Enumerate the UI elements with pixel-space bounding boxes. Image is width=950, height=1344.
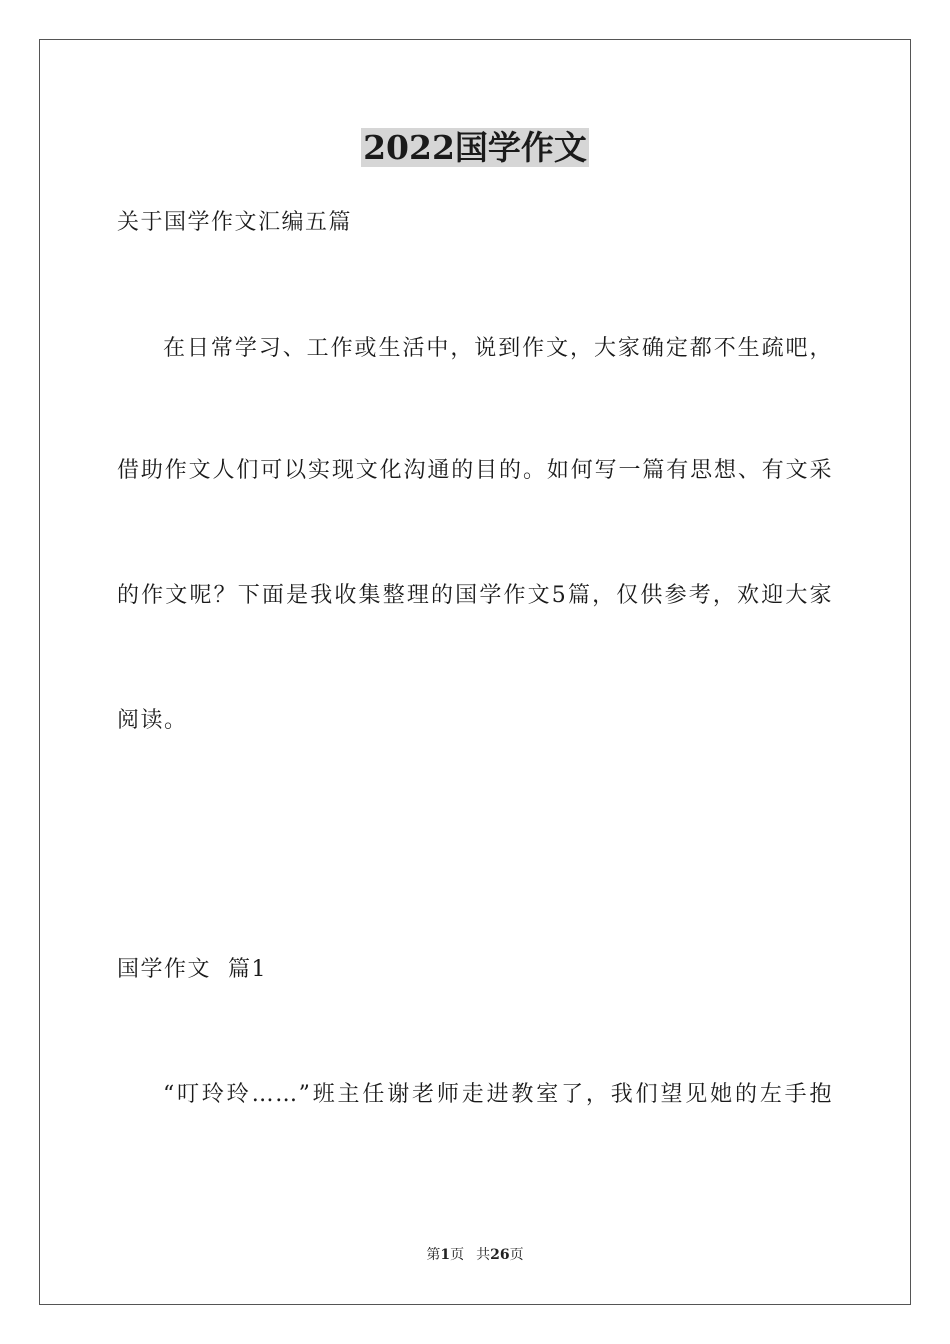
intro-line-3: 的作文呢？下面是我收集整理的国学作文5篇，仅供参考，欢迎大家 — [117, 583, 833, 608]
footer-total-prefix: 共 — [476, 1247, 491, 1263]
document-title-text: 2022国学作文 — [363, 128, 587, 167]
footer-total-pages: 26 — [490, 1247, 510, 1263]
footer-page-suffix: 页 — [450, 1247, 465, 1263]
page-footer — [0, 1245, 950, 1265]
document-title — [0, 126, 950, 170]
footer-page-prefix: 第 — [426, 1247, 441, 1263]
document-subtitle: 关于国学作文汇编五篇 — [117, 210, 353, 235]
section-first-line: “叮玲玲……”班主任谢老师走进教室了，我们望见她的左手抱 — [163, 1082, 833, 1107]
footer-page-number: 1 — [440, 1247, 451, 1263]
footer-total-suffix: 页 — [509, 1247, 524, 1263]
intro-line-4: 阅读。 — [117, 708, 188, 733]
section-heading: 国学作文 篇1 — [117, 957, 267, 982]
intro-line-1: 在日常学习、工作或生活中，说到作文，大家确定都不生疏吧， — [163, 336, 833, 361]
intro-line-2: 借助作文人们可以实现文化沟通的目的。如何写一篇有思想、有文采 — [117, 458, 833, 483]
